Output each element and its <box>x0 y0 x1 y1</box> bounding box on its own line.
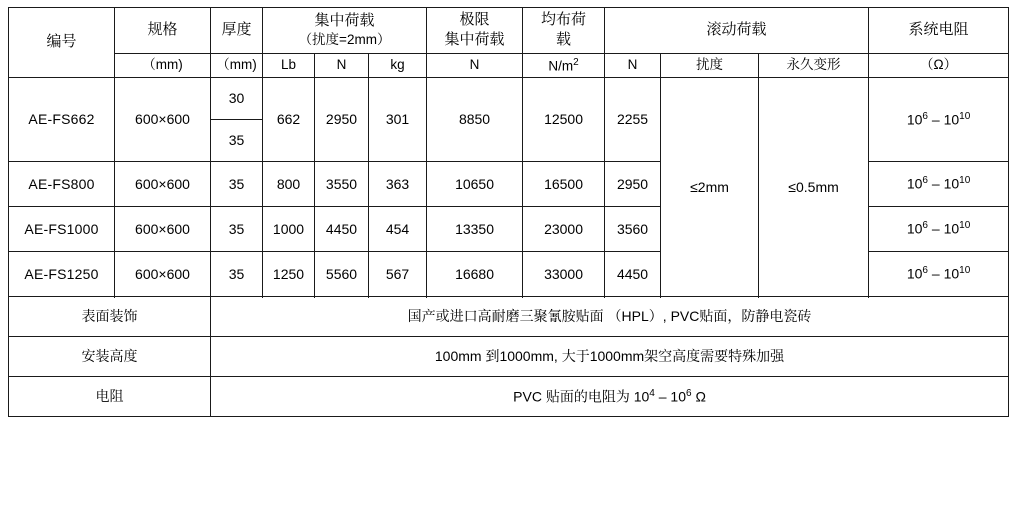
resistance-dash: – <box>931 111 940 128</box>
resistance-sup-2: 10 <box>959 175 971 187</box>
cell-code: AE-FS662 <box>9 78 115 162</box>
footer-resistance-dash: – <box>658 388 667 405</box>
header-unit-kg: kg <box>369 53 427 78</box>
footer-resistance-sup-2: 6 <box>686 387 692 399</box>
header-uniform-load-line1: 均布荷 <box>541 11 587 28</box>
footer-row-surface <box>9 297 1009 337</box>
spec-sheet <box>0 7 1019 511</box>
header-rolling-deflection: 扰度 <box>661 53 759 78</box>
footer-value-height: 100mm 到1000mm, 大于1000mm架空高度需要特殊加强 <box>211 337 1009 377</box>
cell-ultimate: 16680 <box>427 252 523 297</box>
cell-kg: 454 <box>369 207 427 252</box>
footer-resistance-mid: 10 <box>670 388 686 405</box>
header-resistance-unit: （Ω） <box>869 53 1009 78</box>
footer-value-resistance <box>211 377 1009 417</box>
header-ultimate-load-line2: 集中荷载 <box>444 31 505 49</box>
cell-rolling-n: 2950 <box>605 162 661 207</box>
header-unit-uniform <box>523 53 605 78</box>
resistance-dash: – <box>931 221 940 238</box>
header-unit-uniform-base: N/m <box>548 58 574 73</box>
header-uniform-load-line2: 载 <box>556 31 572 49</box>
header-concentrated-load-note: （扰度=2mm） <box>298 32 391 48</box>
footer-resistance-sup-1: 4 <box>649 387 655 399</box>
resistance-sup-1: 6 <box>922 175 928 187</box>
cell-rolling-n: 4450 <box>605 252 661 297</box>
header-unit-rolling-n: N <box>605 53 661 78</box>
header-thickness-unit: （mm) <box>211 53 263 78</box>
resistance-sup-1: 6 <box>922 220 928 232</box>
cell-spec: 600×600 <box>115 252 211 297</box>
resistance-sup-2: 10 <box>959 220 971 232</box>
cell-uniform: 23000 <box>523 207 605 252</box>
header-system-resistance: 系统电阻 <box>869 8 1009 54</box>
cell-resistance <box>869 252 1009 297</box>
resistance-sup-1: 6 <box>922 265 928 277</box>
cell-n: 4450 <box>315 207 369 252</box>
header-code: 编号 <box>9 8 115 78</box>
cell-kg: 567 <box>369 252 427 297</box>
footer-resistance-prefix: PVC 贴面的电阻为 10 <box>513 388 650 405</box>
footer-label-height: 安装高度 <box>9 337 211 377</box>
cell-uniform: 33000 <box>523 252 605 297</box>
header-concentrated-load-title: 集中荷载 <box>314 12 375 30</box>
specification-table <box>8 7 1009 417</box>
header-unit-ultimate-n: N <box>427 53 523 78</box>
resistance-base-1: 10 <box>906 176 923 193</box>
cell-rolling-permanent-value: ≤0.5mm <box>759 78 869 297</box>
footer-value-surface: 国产或进口高耐磨三聚氰胺贴面 （HPL）, PVC贴面，防静电瓷砖 <box>211 297 1009 337</box>
resistance-base-1: 10 <box>906 221 923 238</box>
cell-spec: 600×600 <box>115 162 211 207</box>
cell-lb: 662 <box>263 78 315 162</box>
cell-code: AE-FS1000 <box>9 207 115 252</box>
resistance-base-2: 10 <box>943 221 960 238</box>
footer-resistance-suffix: Ω <box>695 388 706 405</box>
resistance-sup-2: 10 <box>959 110 971 122</box>
footer-label-resistance: 电阻 <box>9 377 211 417</box>
header-rolling-load: 滚动荷载 <box>605 8 869 54</box>
cell-n: 3550 <box>315 162 369 207</box>
header-ultimate-load <box>427 8 523 54</box>
resistance-sup-2: 10 <box>959 265 971 277</box>
resistance-dash: – <box>931 266 940 283</box>
cell-n: 2950 <box>315 78 369 162</box>
header-unit-n: N <box>315 53 369 78</box>
resistance-dash: – <box>931 176 940 193</box>
cell-spec: 600×600 <box>115 78 211 162</box>
footer-row-height <box>9 337 1009 377</box>
cell-spec: 600×600 <box>115 207 211 252</box>
cell-thickness: 35 <box>211 162 263 207</box>
table-header-row-2 <box>9 53 1009 78</box>
cell-lb: 1000 <box>263 207 315 252</box>
cell-n: 5560 <box>315 252 369 297</box>
cell-kg: 301 <box>369 78 427 162</box>
cell-kg: 363 <box>369 162 427 207</box>
cell-lb: 800 <box>263 162 315 207</box>
resistance-base-2: 10 <box>943 176 960 193</box>
cell-uniform: 12500 <box>523 78 605 162</box>
cell-resistance <box>869 78 1009 162</box>
header-unit-uniform-sup: 2 <box>573 56 579 68</box>
header-rolling-permanent: 永久变形 <box>759 53 869 78</box>
table-row <box>9 78 1009 120</box>
cell-code: AE-FS800 <box>9 162 115 207</box>
cell-thickness-30: 30 <box>211 78 263 120</box>
header-unit-lb: Lb <box>263 53 315 78</box>
resistance-base-2: 10 <box>943 266 960 283</box>
resistance-base-2: 10 <box>943 111 960 128</box>
cell-resistance <box>869 162 1009 207</box>
header-spec-unit: （mm) <box>115 53 211 78</box>
footer-row-resistance <box>9 377 1009 417</box>
cell-thickness: 35 <box>211 207 263 252</box>
resistance-base-1: 10 <box>906 111 923 128</box>
cell-rolling-deflection-value: ≤2mm <box>661 78 759 297</box>
header-thickness: 厚度 <box>211 8 263 54</box>
footer-label-surface: 表面装饰 <box>9 297 211 337</box>
cell-code: AE-FS1250 <box>9 252 115 297</box>
header-concentrated-load <box>263 8 427 54</box>
cell-thickness-35: 35 <box>211 120 263 162</box>
resistance-sup-1: 6 <box>922 110 928 122</box>
cell-thickness: 35 <box>211 252 263 297</box>
resistance-base-1: 10 <box>906 266 923 283</box>
header-uniform-load <box>523 8 605 54</box>
table-header-row-1 <box>9 8 1009 54</box>
cell-ultimate: 8850 <box>427 78 523 162</box>
cell-rolling-n: 3560 <box>605 207 661 252</box>
cell-uniform: 16500 <box>523 162 605 207</box>
cell-rolling-n: 2255 <box>605 78 661 162</box>
header-spec: 规格 <box>115 8 211 54</box>
cell-ultimate: 13350 <box>427 207 523 252</box>
header-ultimate-load-line1: 极限 <box>459 11 490 28</box>
cell-resistance <box>869 207 1009 252</box>
cell-ultimate: 10650 <box>427 162 523 207</box>
cell-lb: 1250 <box>263 252 315 297</box>
